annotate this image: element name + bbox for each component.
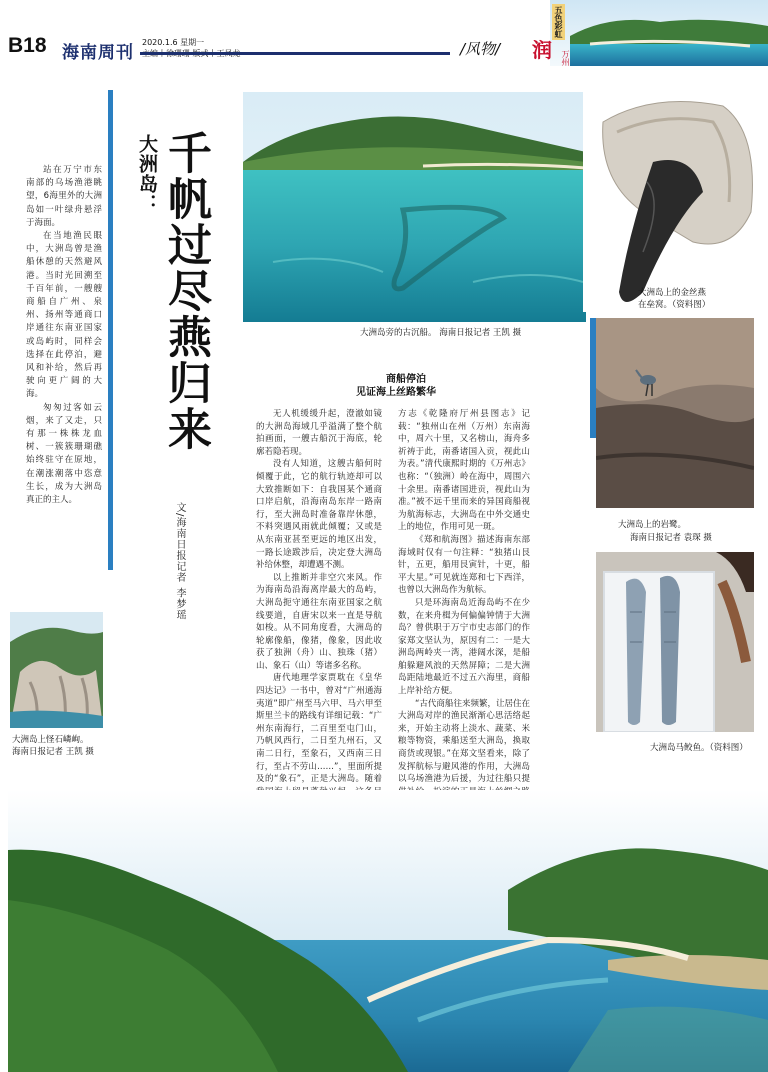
lead-paragraph: 匆匆过客如云烟，来了又走，只有那一株株龙血树、一簇簇珊瑚礁始终驻守在原地，在潮涨潮落中恣意生长，成为大洲岛真正的主人。 xyxy=(26,402,102,506)
body-column-1 xyxy=(256,408,382,849)
main-photo-shipwreck xyxy=(243,92,586,322)
mackerel-caption: 大洲岛马鲛鱼。（资料图） xyxy=(650,743,748,753)
page-number: B18 xyxy=(8,34,47,57)
lead-accent-rule xyxy=(108,90,113,570)
main-photo-caption: 大洲岛旁的古沉船。 海南日报记者 王凯 摄 xyxy=(360,328,522,338)
article-title: 千帆过尽燕归来 xyxy=(160,130,211,452)
swiftlet-nest-photo xyxy=(583,92,759,312)
rocks-photo xyxy=(10,612,103,728)
rocks-credit: 海南日报记者 王凯 摄 xyxy=(12,747,94,757)
body-paragraph: 唐代地理学家贾耽在《皇华四达记》一书中，曾对“广州通海夷道”即广州至马六甲、马六甲至斯里兰卡的路线有详细记载：“广州东南海行，二百里至屯门山，乃帆风西行，二日至九州石，又南二日行，至象石，又西南三日行，至占不劳山……”，里面所提及的“象石”，正是大洲岛。随着 xyxy=(256,673,382,785)
section-label: /风物/ xyxy=(460,40,501,58)
section-subheading: 商船停泊 xyxy=(386,374,426,385)
body-column-2 xyxy=(398,408,530,811)
article-byline: 文/海南日报记者 李梦瑶 xyxy=(174,502,185,621)
body-paragraph: 以上推断并非空穴来风。作为海南岛沿海离岸最大的岛屿，大洲岛扼守通往东南亚国家之航线要道，自唐宋以来一直是导航如梭。从不同角度看，大洲岛的轮廓像船，像猪，像象，因此收获了独洲（舟）山、独珠（猪）山、象石（山）等诸多名称。 xyxy=(256,572,382,671)
lead-paragraph: 站在万宁市东南部的乌场渔港眺望，6海里外的大洲岛如一叶绿舟悬浮于海面。 xyxy=(26,165,102,228)
egret-credit: 海南日报记者 袁琛 摄 xyxy=(630,533,712,543)
issue-meta xyxy=(142,37,241,59)
mackerel-photo xyxy=(596,552,754,732)
lead-paragraphs xyxy=(26,164,102,507)
top-banner-photo xyxy=(550,0,768,66)
egret-caption: 大洲岛上的岩鹭。 xyxy=(618,520,687,530)
section-logo: 润 xyxy=(532,38,552,62)
body-paragraph: 方志《乾隆府厅州县图志》记载：“独州山在州（万州）东南海中，周六十里，又名榜山，海舟多祈祷于此，南番诸国入贡，视此山为表。”清代康熙时期的《万州志》也称：“（独洲）岭在海中，周围六十余里。南番诸国进贡，视此山为准。”被不远千里而来的异国商船视为航海标志，大洲岛在中外交通史上的地位，作用可见一斑。 xyxy=(398,409,530,533)
photo-accent-rule xyxy=(590,318,596,438)
swiftlet-caption-line: 在垒窝。（资料图） xyxy=(638,300,711,310)
banner-tag: 五色彩虹 xyxy=(554,6,563,38)
body-paragraph: 无人机缓缓升起，澄澈如镜的大洲岛海域几乎溢满了整个航拍画面，一艘古船沉于海底，轮廓若隐若现。 xyxy=(256,409,382,457)
brand-title: 海南周刊 xyxy=(62,43,134,63)
rock-egret-photo xyxy=(596,318,754,508)
body-paragraph: 没有人知道，这艘古船何时倾覆于此，它的航行轨迹却可以大致推断如下：自我国某个通商口岸启航，沿海南岛东岸一路南行，至大洲岛时准备靠岸休憩，不料突遇风雨就此倾覆；又或是从东南亚甚至更远的地区出发，一路长途跋涉后，决定登大洲岛补给休整，却遭遇不测。 xyxy=(256,459,382,571)
swiftlet-caption xyxy=(638,287,710,311)
section-subheading-2: 见证海上丝路繁华 xyxy=(356,387,436,398)
body-paragraph: 《郑和航海图》描述海南东部海域时仅有一句注释：“独猪山艮针，五更，船用艮寅针，十更，船平大星。”可见就连郑和七下西洋，也曾以大洲岛作为航标。 xyxy=(398,534,530,596)
island-panorama-photo xyxy=(8,790,768,1072)
article-subtitle: 大洲岛： xyxy=(136,134,158,214)
header-rule xyxy=(140,52,450,55)
body-paragraph: “古代商船往来频繁，让居住在大洲岛对岸的渔民渐渐心思活络起来，开始主动将上淡水、蔬菜、米粮等物资，乘船送至大洲岛，换取商货或现银。”在郑文坚看来，除了发挥航标与避风港的作用，大洲岛以乌场渔港为后援，为过往船只提 xyxy=(398,698,530,785)
section-region: 万州 xyxy=(561,50,570,66)
rocks-caption: 大洲岛上怪石嶙峋。 xyxy=(12,735,89,745)
issue-date: 2020.1.6 星期一 xyxy=(142,38,205,47)
body-paragraph: 只是环海南岛近海岛屿不在少数，在来舟楫为何偏偏钟情于大洲岛？曾供职于万宁市史志部门的作家郑文坚认为，原因有二：一是大洲岛两岭夹一湾，港阔水深，是船舶躲避风浪的天然屏障；二是大洲岛距陆地最近不过五六海里，商船上岸补给方便。 xyxy=(398,597,530,697)
lead-paragraph: 在当地渔民眼中，大洲岛曾是渔船休憩的天然避风港。当时光回溯至千百年前，一艘艘商船自广州、泉州、扬州等通商口岸通往东南亚国家或岛屿时，同样会选择在此停泊，避风和补给，然后再驶向更广阔的大海。 xyxy=(26,231,102,400)
swiftlet-caption-line: 大洲岛上的金丝燕 xyxy=(638,288,707,298)
